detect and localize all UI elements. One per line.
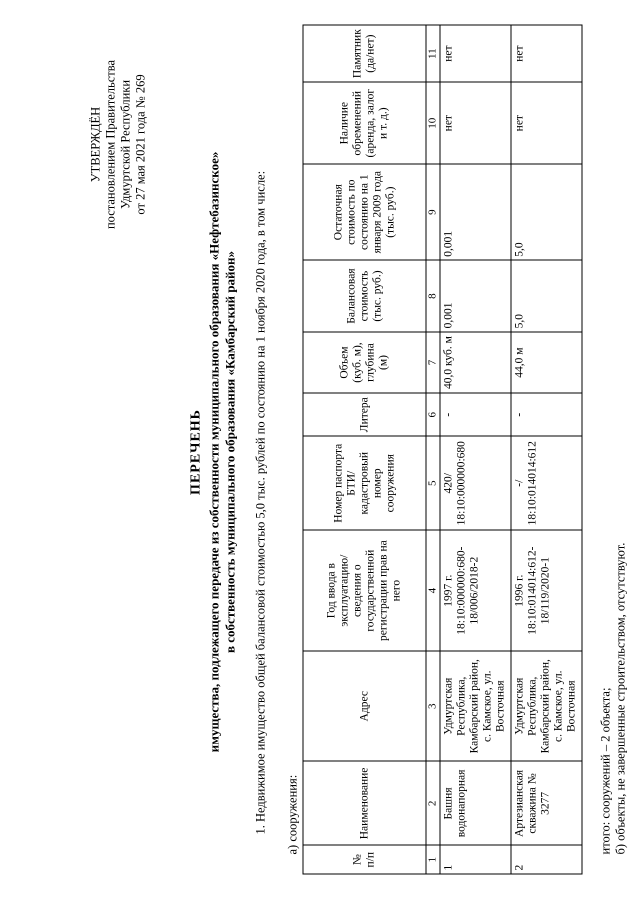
approval-title: УТВЕРЖДЁН (88, 106, 103, 183)
table-cell: 0,001 (440, 164, 511, 260)
table-cell: 44,0 м (511, 332, 582, 393)
section-b-line: б) объекты, не завершенные строительством, отсутствуют. (613, 542, 628, 855)
column-number: 3 (426, 651, 440, 761)
header-cell: Год ввода в эксплуатацию/ сведения о государственной регистрации прав на него (303, 530, 426, 651)
header-cell: Памятник (да/нет) (303, 25, 426, 82)
header-cell: Объем (куб. м), глубина (м) (303, 332, 426, 393)
column-number: 6 (426, 393, 440, 436)
summary-line: итого: сооружений – 2 объекта; (598, 687, 613, 855)
table-cell: - (440, 393, 511, 436)
header-cell: Остаточная стоимость по состоянию на 1 января 2009 года (тыс. руб.) (303, 164, 426, 260)
document-page (11, 10, 631, 895)
table-cell: 420/ 18:10:000000:680 (440, 436, 511, 530)
table-cell: - (511, 393, 582, 436)
approval-line-2: Удмуртской Республики (118, 79, 133, 210)
table-cell: 5,0 (511, 260, 582, 332)
table-cell: нет (511, 82, 582, 164)
column-number: 5 (426, 436, 440, 530)
column-number: 9 (426, 164, 440, 260)
header-cell: Наименование (303, 761, 426, 845)
column-number: 10 (426, 82, 440, 164)
table-row (511, 25, 582, 874)
intro-paragraph: 1. Недвижимое имущество общей балансовой стоимостью 5,0 тыс. рублей по состоянию на 1 ноября 2020 года, в том числе: (253, 170, 268, 835)
table-cell: нет (440, 25, 511, 82)
section-a-label: а) сооружения: (285, 774, 300, 855)
document-title: ПЕРЕЧЕНЬ (188, 409, 204, 495)
table-cell: Удмуртская Республика, Камбарский район, с. Камское, ул. Восточная (511, 651, 582, 761)
table-cell: -/ 18:10:014014:612 (511, 436, 582, 530)
table-cell: 5,0 (511, 164, 582, 260)
table-cell: Удмуртская Республика, Камбарский район, с. Камское, ул. Восточная (440, 651, 511, 761)
table-cell: 0,001 (440, 260, 511, 332)
property-table (303, 25, 583, 875)
column-number: 4 (426, 530, 440, 651)
document-subtitle-2: в собственность муниципального образования «Камбарский район» (222, 250, 238, 654)
column-number: 1 (426, 845, 440, 874)
header-cell: Литера (303, 393, 426, 436)
header-cell: Балансовая стоимость (тыс. руб.) (303, 260, 426, 332)
approval-block (89, 35, 149, 255)
approval-line-1: постановлением Правительства (103, 59, 118, 230)
table-cell: Башня водонапорная (440, 761, 511, 845)
table-cell: 1 (440, 845, 511, 874)
header-cell: Номер паспорта БТИ/ кадастровый номер сооружения (303, 436, 426, 530)
table-cell: 1996 г. 18:10:014014:612-18/119/2020-1 (511, 530, 582, 651)
approval-line-3: от 27 мая 2021 года № 269 (133, 74, 148, 215)
column-number: 2 (426, 761, 440, 845)
column-number: 7 (426, 332, 440, 393)
column-number: 8 (426, 260, 440, 332)
table-cell: нет (440, 82, 511, 164)
table-cell: 40,0 куб. м (440, 332, 511, 393)
table-cell: Артезианская скважина № 3277 (511, 761, 582, 845)
table-row (440, 25, 511, 874)
header-cell: Наличие обременений (аренда, залог и т. д.) (303, 82, 426, 164)
table-cell: 1997 г. 18:10:000000:680-18/006/2018-2 (440, 530, 511, 651)
document-subtitle-1: имущества, подлежащего передаче из собственности муниципального образования «Нефтебазинское» (206, 151, 222, 753)
table-cell: нет (511, 25, 582, 82)
table-cell: 2 (511, 845, 582, 874)
document-heading (189, 30, 239, 875)
column-number-row (426, 25, 440, 874)
header-cell: № п/п (303, 845, 426, 874)
column-number: 11 (426, 25, 440, 82)
header-cell: Адрес (303, 651, 426, 761)
